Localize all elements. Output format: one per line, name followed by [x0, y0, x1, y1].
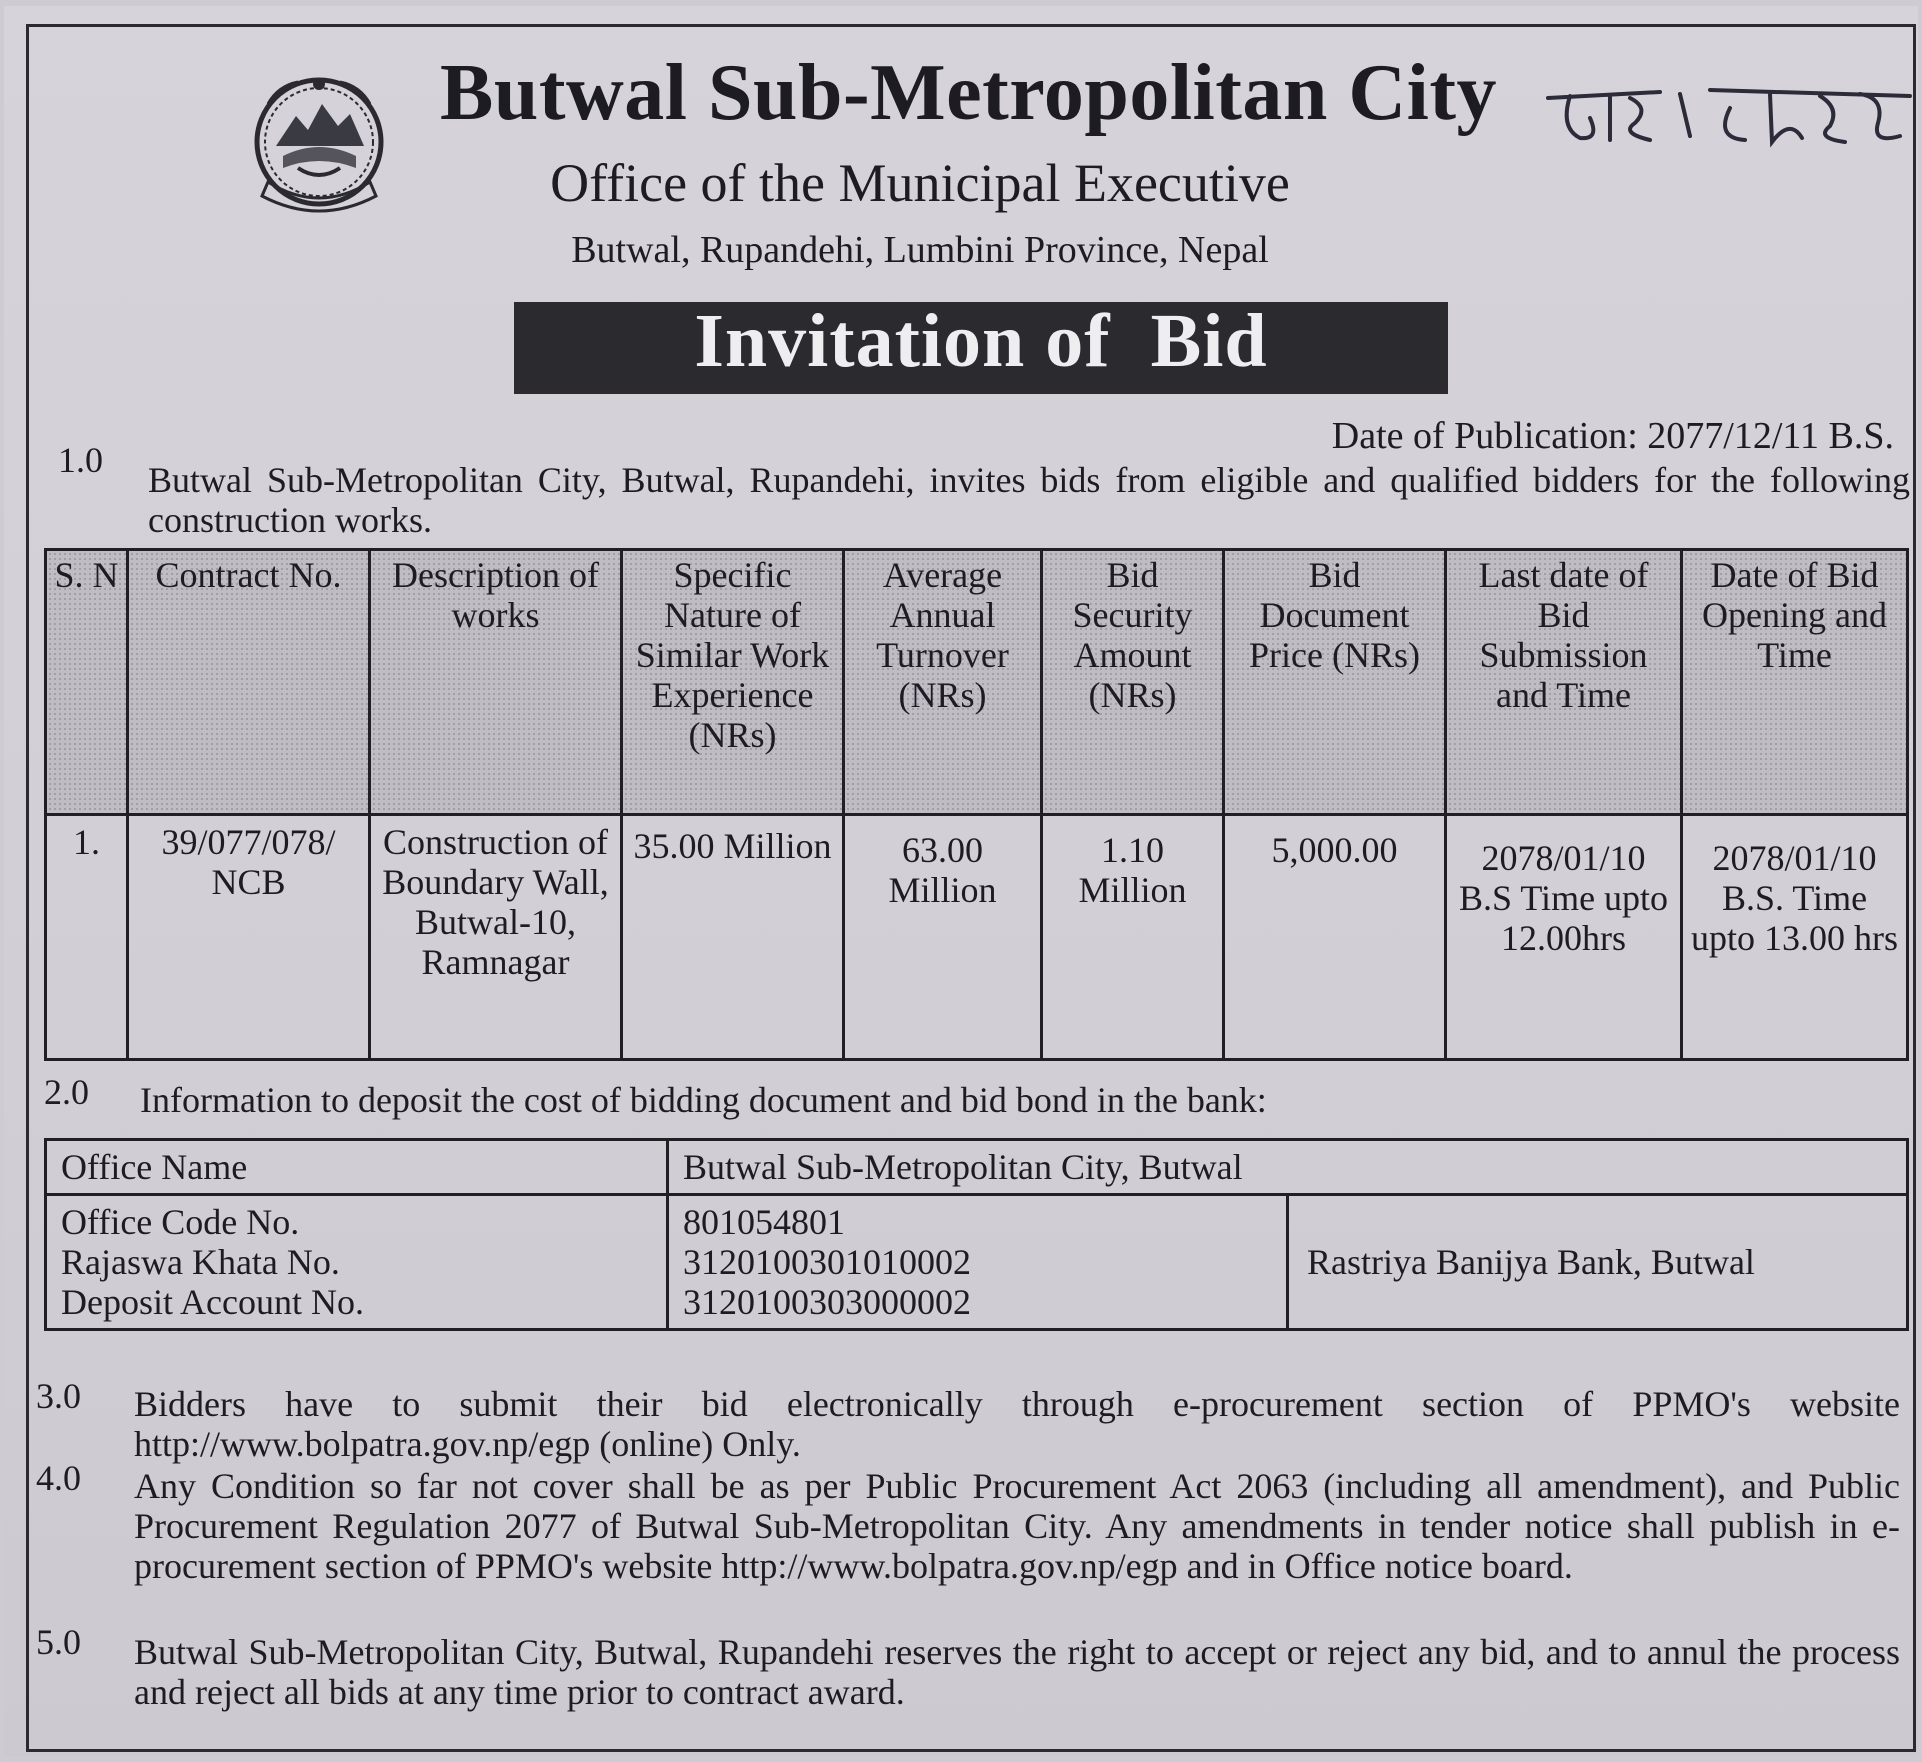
- rajaswa-value: 3120100301010002: [683, 1242, 971, 1282]
- bank-info-table: [44, 1138, 1909, 1331]
- header-similar-work: Specific Nature of Similar Work Experience (NRs): [622, 550, 844, 815]
- office-subtitle: Office of the Municipal Executive: [550, 153, 1290, 213]
- section-5-number: 5.0: [36, 1622, 81, 1662]
- account-values: [668, 1195, 1288, 1330]
- header-description: Description of works: [370, 550, 622, 815]
- rajaswa-label: Rajaswa Khata No.: [61, 1242, 340, 1282]
- page-title: Butwal Sub-Metropolitan City: [440, 49, 1498, 137]
- bank-row-accounts: [46, 1195, 1908, 1330]
- office-code-label: Office Code No.: [61, 1202, 300, 1242]
- cell-turnover: 63.00 Million: [844, 815, 1042, 1060]
- cell-description: Construction of Boundary Wall, Butwal-10, Ramnagar: [370, 815, 622, 1060]
- cell-document-price: 5,000.00: [1224, 815, 1446, 1060]
- table-row: [46, 815, 1908, 1060]
- header-contract-no: Contract No.: [128, 550, 370, 815]
- publication-date: Date of Publication: 2077/12/11 B.S.: [1331, 415, 1894, 457]
- header-opening: Date of Bid Opening and Time: [1682, 550, 1908, 815]
- section-4-number: 4.0: [36, 1458, 81, 1498]
- banner-title: Invitation of Bid: [694, 299, 1268, 383]
- cell-sn: 1.: [46, 815, 128, 1060]
- section-3-number: 3.0: [36, 1376, 81, 1416]
- header-bid-security: Bid Security Amount (NRs): [1042, 550, 1224, 815]
- section-1-number: 1.0: [58, 440, 103, 480]
- cell-opening: 2078/01/10 B.S. Time upto 13.00 hrs: [1682, 815, 1908, 1060]
- section-3-text: Bidders have to submit their bid electronically through e-procurement section of PPMO's website http://www.bolpatra.gov.np/egp (online) Only.: [134, 1384, 1900, 1464]
- cell-submission: 2078/01/10 B.S Time upto 12.00hrs: [1446, 815, 1682, 1060]
- section-4-text: Any Condition so far not cover shall be as per Public Procurement Act 2063 (including all amendment), and Public Procurement Regulation 2077 of Butwal Sub-Metropolitan City. Any amendments in tender notice shall publish in e-procurement section of PPMO's website http://www.bolpatra.gov.np/egp and in Office notice board.: [134, 1466, 1900, 1586]
- office-name-value: Butwal Sub-Metropolitan City, Butwal: [668, 1140, 1908, 1195]
- section-1-text: Butwal Sub-Metropolitan City, Butwal, Rupandehi, invites bids from eligible and qualified bidders for the following construction works.: [148, 460, 1910, 540]
- deposit-label: Deposit Account No.: [61, 1282, 364, 1322]
- header-submission: Last date of Bid Submission and Time: [1446, 550, 1682, 815]
- office-name-label: Office Name: [46, 1140, 668, 1195]
- nepal-emblem-logo: [238, 64, 400, 226]
- header-turnover: Average Annual Turnover (NRs): [844, 550, 1042, 815]
- bank-name: Rastriya Banijya Bank, Butwal: [1288, 1195, 1908, 1330]
- account-labels: [46, 1195, 668, 1330]
- section-5-text: Butwal Sub-Metropolitan City, Butwal, Rupandehi reserves the right to accept or reject any bid, and to annul the process and reject all bids at any time prior to contract award.: [134, 1632, 1900, 1712]
- cell-contract-no: 39/077/078/ NCB: [128, 815, 370, 1060]
- bid-table: [44, 548, 1909, 1061]
- header-document-price: Bid Document Price (NRs): [1224, 550, 1446, 815]
- deposit-value: 3120100303000002: [683, 1282, 971, 1322]
- handwritten-note: [1540, 78, 1920, 168]
- cell-similar-work: 35.00 Million: [622, 815, 844, 1060]
- office-address: Butwal, Rupandehi, Lumbini Province, Nepal: [571, 229, 1269, 271]
- header-sn: S. N: [46, 550, 128, 815]
- section-2-number: 2.0: [44, 1072, 89, 1112]
- bid-table-header-row: [46, 550, 1908, 815]
- office-code-value: 801054801: [683, 1202, 845, 1242]
- bank-row-office-name: [46, 1140, 1908, 1195]
- cell-bid-security: 1.10 Million: [1042, 815, 1224, 1060]
- section-2-text: Information to deposit the cost of bidding document and bid bond in the bank:: [140, 1080, 1267, 1120]
